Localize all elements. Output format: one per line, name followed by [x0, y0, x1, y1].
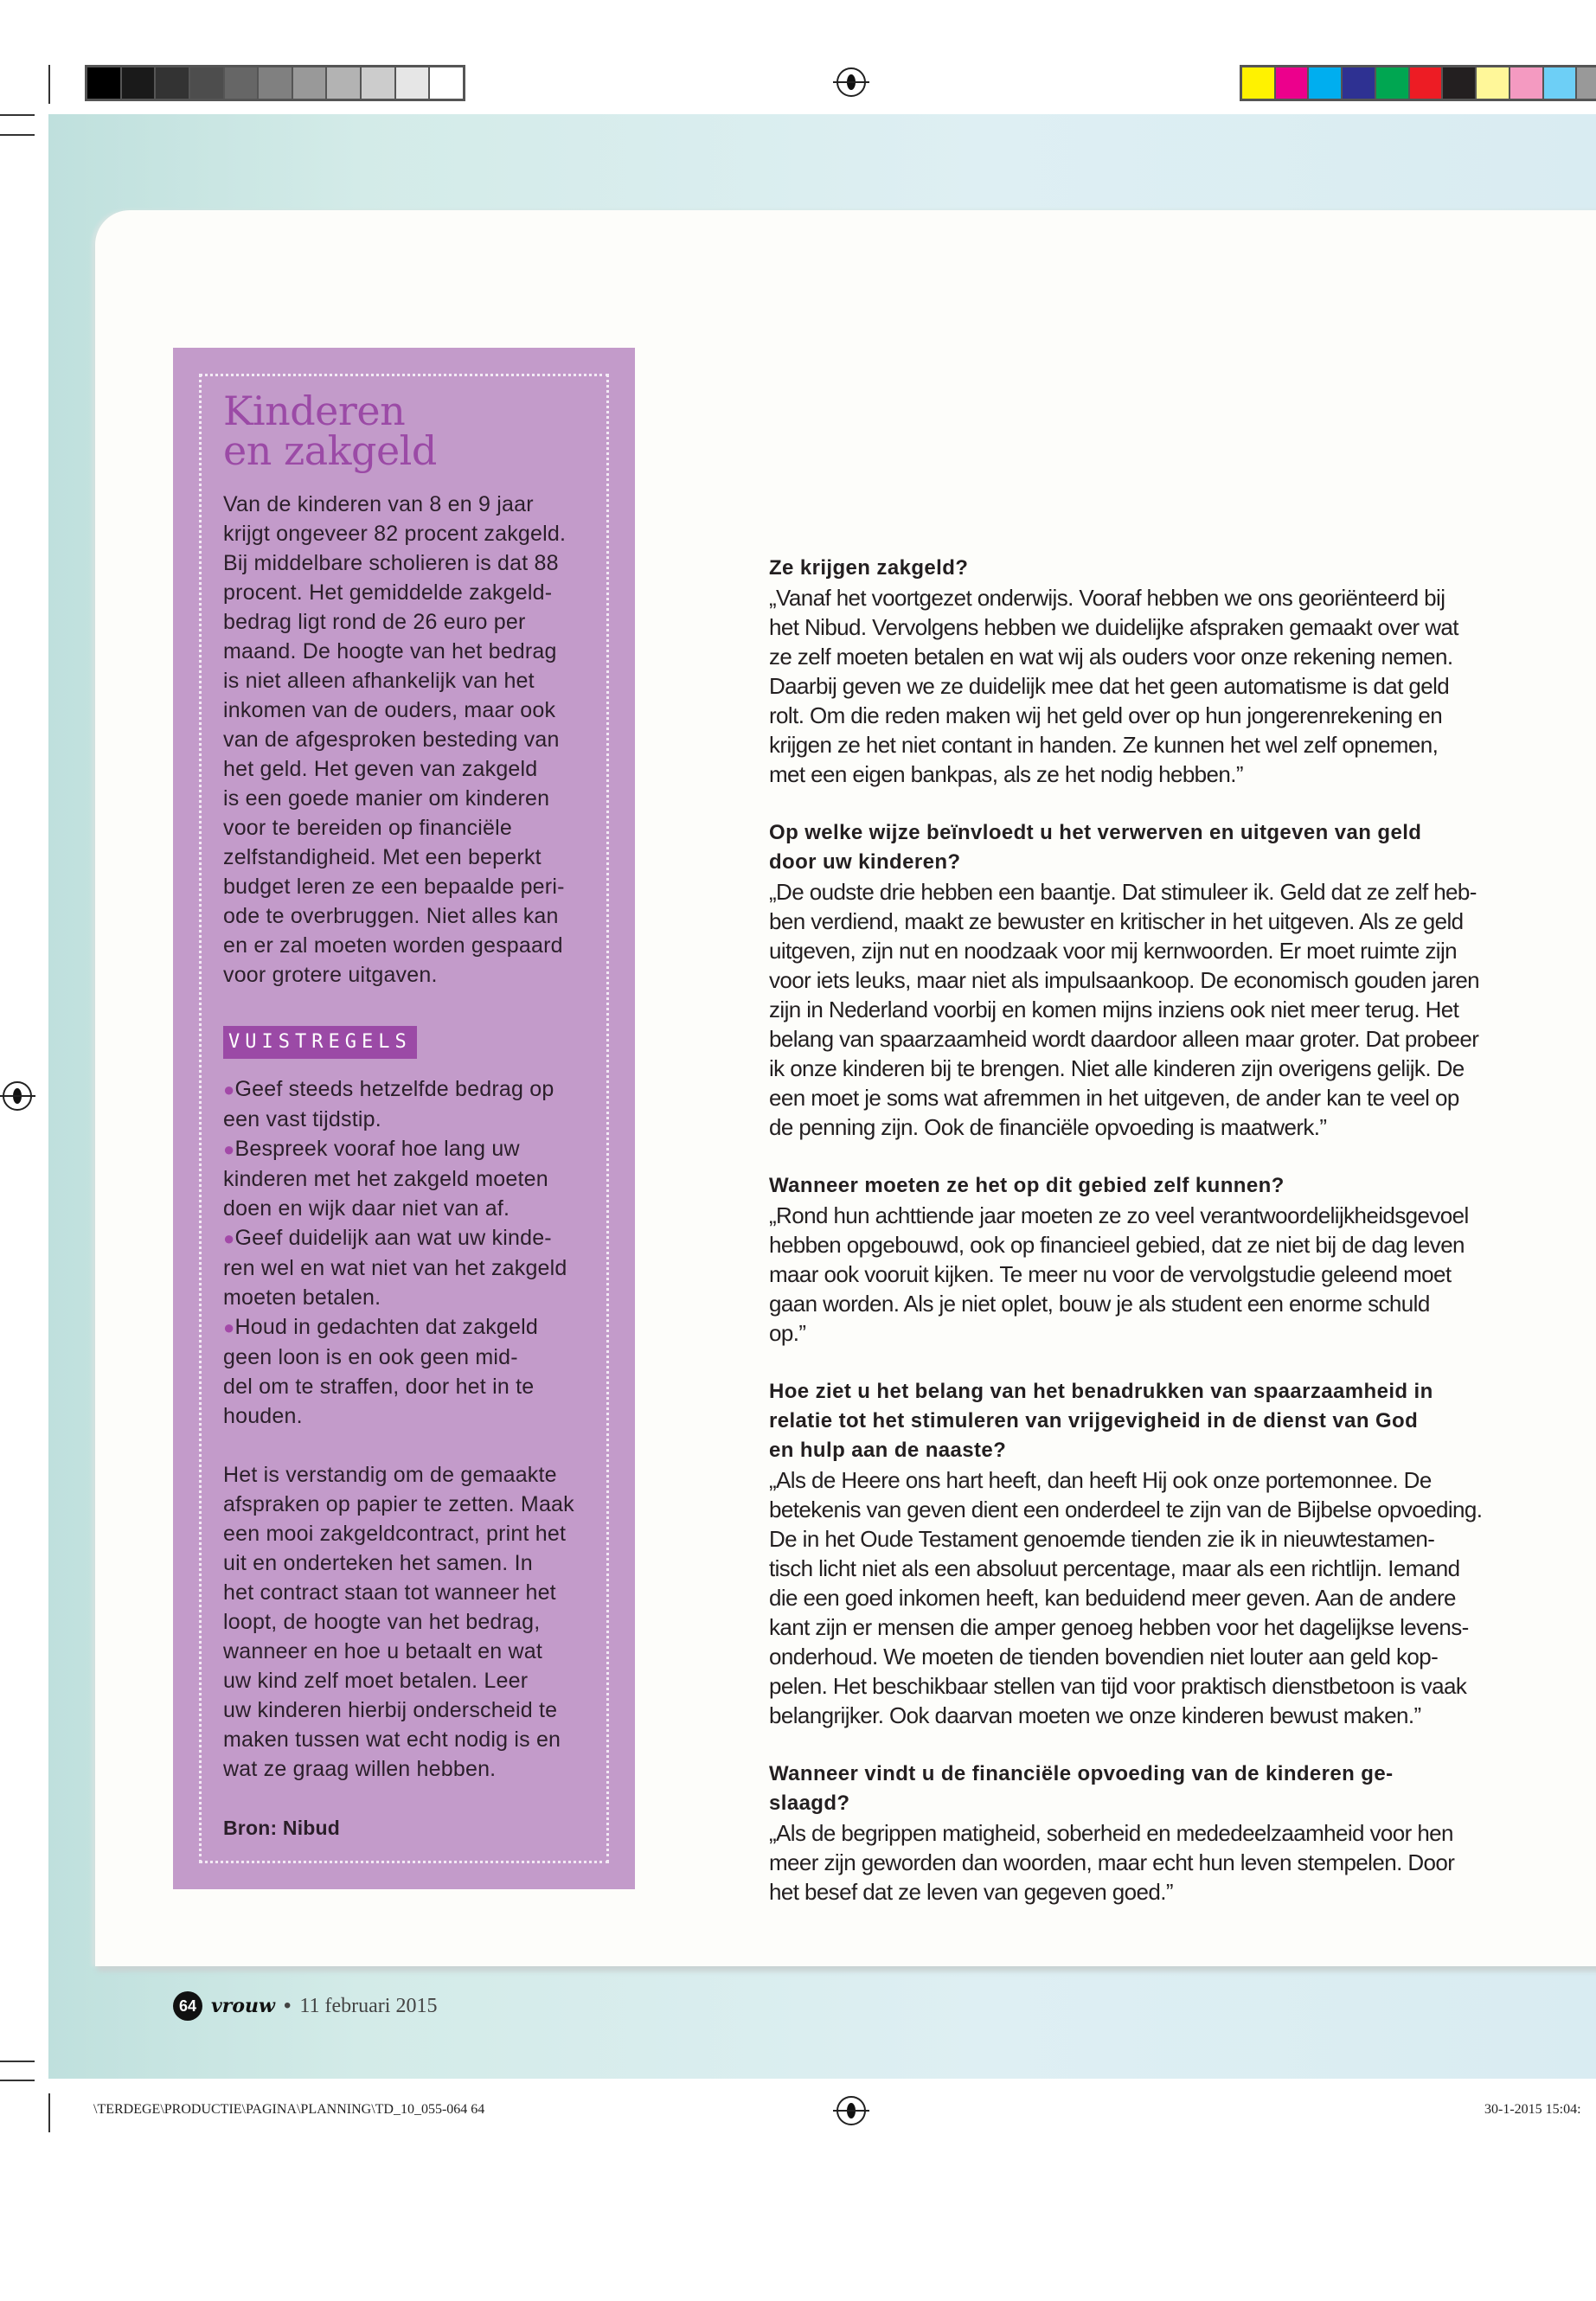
sidebar-closing: Het is verstandig om de gemaakte afspraken op papier te zetten. Maak een mooi zakgeldcontract, print het uit en onderteken het samen. In het contract staan tot wanneer het loopt, de hoogte van het bedrag, wanneer en hoe u betaalt en wat uw kind zelf moet betalen. Leer uw kinderen hierbij onderscheid te maken tussen wat echt nodig is en wat ze graag willen hebben.: [223, 1463, 574, 1781]
bullet-icon: ●: [223, 1227, 235, 1249]
crop-mark: [48, 2093, 50, 2132]
rules-list: [223, 1074, 621, 1431]
interview-column: [769, 554, 1548, 1936]
sidebar-box: [173, 348, 635, 1889]
bullet-icon: ●: [223, 1317, 235, 1338]
question: Wanneer vindt u de financiële opvoeding van de kinderen ge- slaagd?: [769, 1762, 1394, 1815]
crop-mark: [0, 2080, 35, 2081]
slug-path: \TERDEGE\PRODUCTIE\PAGINA\PLANNING\TD_10_055-064 64: [93, 2102, 485, 2117]
qa-block: [769, 1171, 1548, 1348]
question: Ze krijgen zakgeld?: [769, 556, 969, 580]
page-number: 64: [173, 1991, 202, 2021]
rule-item: ●Houd in gedachten dat zakgeld geen loon is en ook geen mid- del om te straffen, door het in te houden.: [223, 1315, 539, 1428]
question: Hoe ziet u het belang van het benadrukken van spaarzaamheid in relatie tot het stimuleren van vrijgevigheid in de dienst van God en hulp aan de naaste?: [769, 1380, 1433, 1462]
bullet-icon: ●: [223, 1138, 235, 1160]
rules-label: VUISTREGELS: [223, 1026, 417, 1059]
registration-mark-icon: [3, 1081, 32, 1111]
title-line: Kinderen: [223, 388, 406, 434]
rule-item: ●Geef duidelijk aan wat uw kinde- ren wel en wat niet van het zakgeld moeten betalen.: [223, 1226, 567, 1310]
issue-date: 11 februari 2015: [299, 1994, 438, 2017]
grayscale-bar: [85, 65, 465, 101]
answer: „Vanaf het voortgezet onderwijs. Vooraf hebben we ons georiënteerd bij het Nibud. Vervolgens hebben we duidelijke afspraken gemaakt over wat ze zelf moeten betalen en wat wij als ouders voor onze rekening nemen. Daarbij geven we ze duidelijk mee dat het geen automatisme is dat geld rolt. Om die reden maken wij het geld over op hun jongerenrekening en krijgen ze het niet contant in handen. Ze kunnen het wel zelf opnemen, met een eigen bankpas, als ze het nodig hebben.”: [769, 585, 1458, 787]
qa-block: [769, 818, 1548, 1142]
answer: „De oudste drie hebben een baantje. Dat stimuleer ik. Geld dat ze zelf heb- ben verdiend, maakt ze bewuster en kritischer in het uitgeven. Als ze geld uitgeven, zijn nut en noodzaak voor mij kernwoorden. Er moet ruimte zijn voor iets leuks, maar niet als impulsaankoop. De economisch gouden jaren zijn in Nederland voorbij en komen mijns inziens ook niet meer terug. Het belang van spaarzaamheid wordt daardoor alleen maar groter. Dat probeer ik onze kinderen bij te brengen. Niet alle kinderen zijn overigens gelijk. De een moet je soms wat afremmen in het uitgeven, de ander kan te veel op de penning zijn. Ook de financiële opvoeding is maatwerk.”: [769, 879, 1480, 1140]
answer: „Rond hun achttiende jaar moeten ze zo veel verantwoordelijkheidsgevoel hebben opgebouwd, ook op financieel gebied, dat ze niet bij de dag leven maar ook vooruit kijken. Te meer nu voor de vervolgstudie geleend moet gaan worden. Als je niet oplet, bouw je als student een enorme schuld op.”: [769, 1202, 1469, 1346]
crop-mark: [0, 114, 35, 116]
sidebar-title: [223, 388, 621, 474]
sidebar-content: [223, 388, 621, 1843]
registration-mark-icon: [836, 2096, 866, 2125]
color-bar: [1240, 65, 1596, 101]
qa-block: [769, 1377, 1548, 1730]
slug-timestamp: 30-1-2015 15:04:: [1484, 2102, 1581, 2117]
question: Op welke wijze beïnvloedt u het verwerven en uitgeven van geld door uw kinderen?: [769, 821, 1422, 874]
qa-block: [769, 1759, 1548, 1907]
footer-bullet: •: [283, 1994, 292, 2017]
question: Wanneer moeten ze het op dit gebied zelf kunnen?: [769, 1174, 1285, 1197]
title-line: en zakgeld: [223, 427, 437, 474]
page-footer: [173, 1991, 437, 2021]
magazine-logo: vrouw: [211, 1995, 275, 2017]
sidebar-source: Bron: Nibud: [223, 1817, 341, 1839]
rule-item: ●Bespreek vooraf hoe lang uw kinderen met het zakgeld moeten doen en wijk daar niet van af.: [223, 1137, 548, 1221]
sidebar-intro: Van de kinderen van 8 en 9 jaar krijgt ongeveer 82 procent zakgeld. Bij middelbare scholieren is dat 88 procent. Het gemiddelde zakgeld- bedrag ligt rond de 26 euro per maand. De hoogte van het bedrag is niet alleen afhankelijk van het inkomen van de ouders, maar ook van de afgesproken besteding van het geld. Het geven van zakgeld is een goede manier om kinderen voor te bereiden op financiële zelfstandigheid. Met een beperkt budget leren ze een bepaalde peri- ode te overbruggen. Niet alles kan en er zal moeten worden gespaard voor grotere uitgaven.: [223, 492, 567, 987]
answer: „Als de begrippen matigheid, soberheid en mededeelzaamheid voor hen meer zijn geworden dan woorden, maar echt hun leven stempelen. Door het besef dat ze leven van gegeven goed.”: [769, 1820, 1455, 1905]
bullet-icon: ●: [223, 1079, 235, 1100]
crop-mark: [0, 2061, 35, 2062]
qa-block: [769, 554, 1548, 789]
crop-mark: [0, 134, 35, 136]
answer: „Als de Heere ons hart heeft, dan heeft Hij ook onze portemonnee. De betekenis van geven dient een onderdeel te zijn van de Bijbelse opvoeding. De in het Oude Testament genoemde tienden zie ik in nieuwtestamen- tisch licht niet als een absoluut percentage, maar als een richtlijn. Iemand die een goed inkomen heeft, kan beduidend meer geven. Aan de andere kant zijn er mensen die amper genoeg hebben voor het dagelijkse levens- onderhoud. We moeten de tienden bovendien niet louter aan geld kop- pelen. Het beschikbaar stellen van tijd voor praktisch dienstbetoon is vaak belangrijker. Ook daarvan moeten we onze kinderen bewust maken.”: [769, 1467, 1483, 1728]
registration-mark-icon: [836, 67, 866, 97]
crop-mark: [48, 65, 50, 104]
rule-item: ●Geef steeds hetzelfde bedrag op een vast tijdstip.: [223, 1077, 554, 1131]
